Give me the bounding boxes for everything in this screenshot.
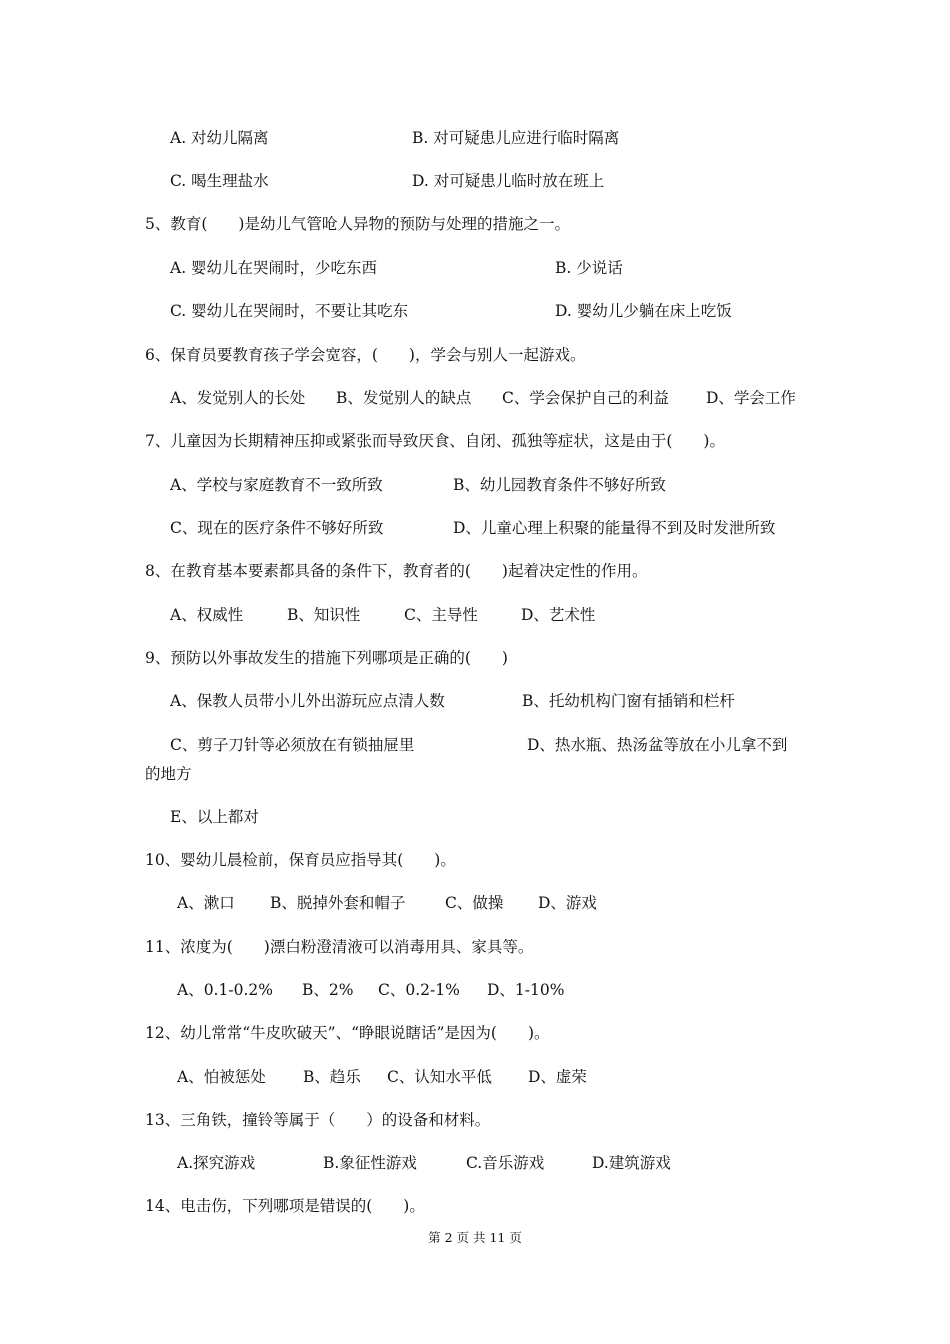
q10-option-c: C、做操 — [445, 894, 504, 912]
q13-stem: 13、三角铁，撞铃等属于（ ）的设备和材料。 — [145, 1111, 491, 1129]
q13-option-d: D.建筑游戏 — [592, 1154, 671, 1172]
q4-option-a: A. 对幼儿隔离 — [170, 129, 269, 147]
q9-option-d: D、热水瓶、热汤盆等放在小儿拿不到 — [527, 736, 788, 754]
q5-option-c: C. 婴幼儿在哭闹时，不要让其吃东 — [170, 302, 409, 320]
q4-option-c: C. 喝生理盐水 — [170, 172, 269, 190]
q9-stem: 9、预防以外事故发生的措施下列哪项是正确的( ) — [145, 649, 508, 667]
q12-stem: 12、幼儿常常“牛皮吹破天”、“睁眼说瞎话”是因为( )。 — [145, 1024, 550, 1042]
q6-option-a: A、发觉别人的长处 — [170, 389, 306, 407]
q11-option-d: D、1-10% — [487, 981, 565, 999]
q7-option-b: B、幼儿园教育条件不够好所致 — [453, 476, 666, 494]
q11-option-a: A、0.1-0.2% — [177, 981, 273, 999]
q7-option-a: A、学校与家庭教育不一致所致 — [170, 476, 383, 494]
q5-stem: 5、教育( )是幼儿气管呛人异物的预防与处理的措施之一。 — [145, 215, 570, 233]
q4-option-b: B. 对可疑患儿应进行临时隔离 — [412, 129, 620, 147]
q13-option-a: A.探究游戏 — [177, 1154, 256, 1172]
q9-option-a: A、保教人员带小儿外出游玩应点清人数 — [170, 692, 445, 710]
q5-option-d: D. 婴幼儿少躺在床上吃饭 — [555, 302, 732, 320]
q11-option-c: C、0.2-1% — [378, 981, 460, 999]
q13-option-c: C.音乐游戏 — [466, 1154, 545, 1172]
q9-option-e: E、以上都对 — [170, 808, 259, 826]
q12-option-c: C、认知水平低 — [387, 1068, 492, 1086]
q7-option-c: C、现在的医疗条件不够好所致 — [170, 519, 384, 537]
q7-option-d: D、儿童心理上积聚的能量得不到及时发泄所致 — [453, 519, 776, 537]
q8-option-a: A、权威性 — [170, 606, 244, 624]
q13-option-b: B.象征性游戏 — [323, 1154, 417, 1172]
q14-stem: 14、电击伤，下列哪项是错误的( )。 — [145, 1197, 425, 1215]
q8-stem: 8、在教育基本要素都具备的条件下，教育者的( )起着决定性的作用。 — [145, 562, 648, 580]
q9-option-d-continued: 的地方 — [145, 765, 192, 783]
q6-stem: 6、保育员要教育孩子学会宽容，( )，学会与别人一起游戏。 — [145, 346, 586, 364]
q10-option-b: B、脱掉外套和帽子 — [270, 894, 406, 912]
q9-option-b: B、托幼机构门窗有插销和栏杆 — [522, 692, 735, 710]
q6-option-b: B、发觉别人的缺点 — [336, 389, 472, 407]
q4-option-d: D. 对可疑患儿临时放在班上 — [412, 172, 605, 190]
q8-option-b: B、知识性 — [287, 606, 361, 624]
q12-option-b: B、趋乐 — [303, 1068, 361, 1086]
q6-option-c: C、学会保护自己的利益 — [502, 389, 669, 407]
q12-option-a: A、怕被惩处 — [177, 1068, 266, 1086]
q11-option-b: B、2% — [302, 981, 354, 999]
q9-option-c: C、剪子刀针等必须放在有锁抽屉里 — [170, 736, 415, 754]
q7-stem: 7、儿童因为长期精神压抑或紧张而导致厌食、自闭、孤独等症状，这是由于( )。 — [145, 432, 725, 450]
q11-stem: 11、浓度为( )漂白粉澄清液可以消毒用具、家具等。 — [145, 938, 534, 956]
q5-option-b: B. 少说话 — [555, 259, 623, 277]
q8-option-d: D、艺术性 — [521, 606, 596, 624]
q10-option-a: A、漱口 — [177, 894, 235, 912]
q12-option-d: D、虚荣 — [528, 1068, 587, 1086]
q10-stem: 10、婴幼儿晨检前，保育员应指导其( )。 — [145, 851, 456, 869]
q10-option-d: D、游戏 — [538, 894, 597, 912]
page-number-footer: 第 2 页 共 11 页 — [428, 1230, 522, 1245]
q5-option-a: A. 婴幼儿在哭闹时，少吃东西 — [170, 259, 378, 277]
q6-option-d: D、学会工作 — [706, 389, 796, 407]
q8-option-c: C、主导性 — [404, 606, 478, 624]
